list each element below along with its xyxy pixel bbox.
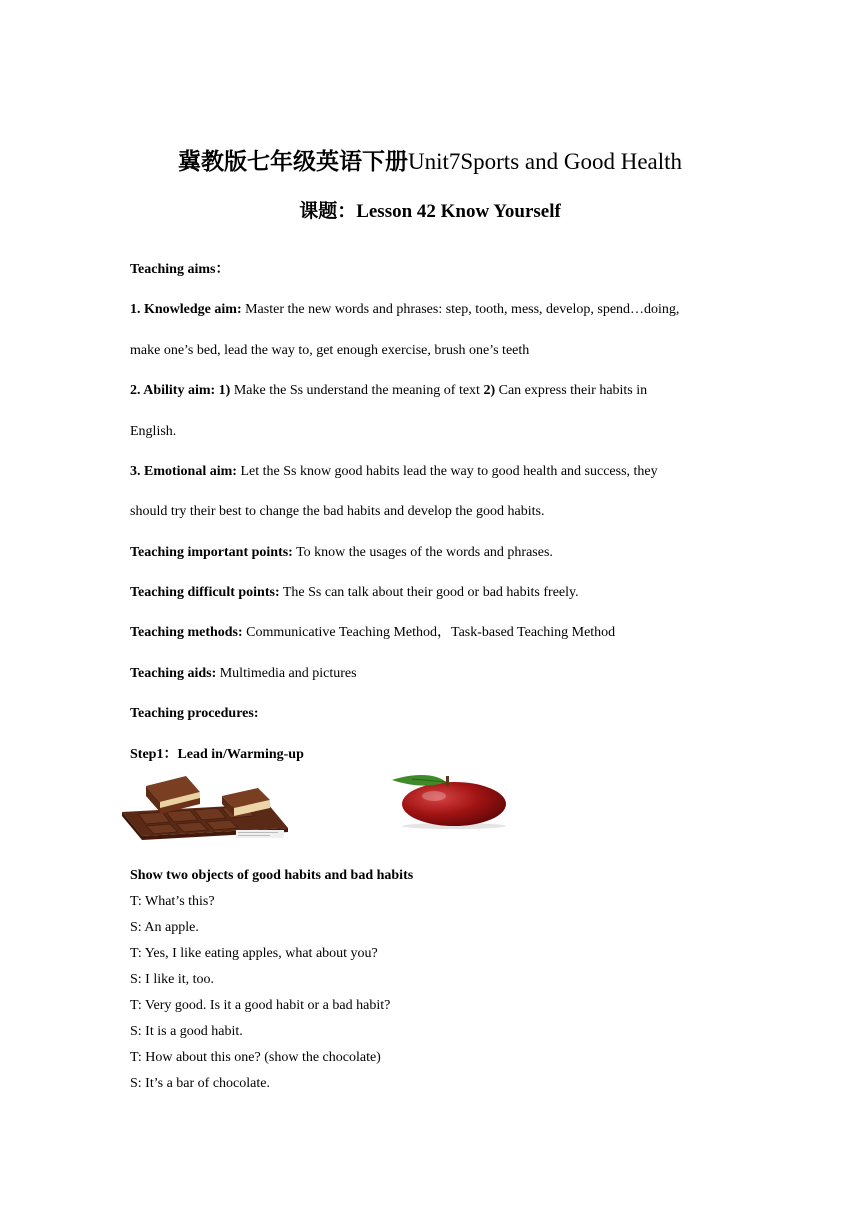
emotional-aim-text: Let the Ss know good habits lead the way to good health and success, they xyxy=(236,464,658,479)
ability-aim xyxy=(130,381,750,401)
step1-heading: Step1：Lead in/Warming-up xyxy=(130,747,304,762)
dialogue-line: T: How about this one? (show the chocolate) xyxy=(130,1050,381,1065)
ability-aim-label-2: 2) xyxy=(483,383,496,398)
dialogue-line: T: Yes, I like eating apples, what about you? xyxy=(130,946,378,961)
knowledge-aim-text: Master the new words and phrases: step, tooth, mess, develop, spend…doing, xyxy=(241,302,680,317)
dialogue-line: T: Very good. Is it a good habit or a bad habit? xyxy=(130,998,391,1013)
chocolate-bar-icon xyxy=(118,772,290,840)
knowledge-aim xyxy=(130,300,750,320)
difficult-points xyxy=(130,583,750,603)
emotional-aim xyxy=(130,462,750,482)
emotional-aim-continued: should try their best to change the bad habits and develop the good habits. xyxy=(130,504,545,519)
knowledge-aim-continued: make one’s bed, lead the way to, get enough exercise, brush one’s teeth xyxy=(130,343,530,358)
important-points xyxy=(130,543,750,563)
difficult-points-label: Teaching difficult points: xyxy=(130,585,280,600)
emotional-aim-label: 3. Emotional aim: xyxy=(130,464,237,479)
teaching-methods xyxy=(130,623,750,643)
difficult-points-text: The Ss can talk about their good or bad habits freely. xyxy=(279,585,579,600)
teaching-methods-label: Teaching methods: xyxy=(130,625,243,640)
dialogue-line: S: It is a good habit. xyxy=(130,1024,243,1039)
teaching-aids xyxy=(130,664,750,684)
dialogue-line: S: I like it, too. xyxy=(130,972,214,987)
teaching-procedures: Teaching procedures: xyxy=(130,706,259,721)
ability-aim-continued: English. xyxy=(130,424,177,439)
dialogue-line: S: It’s a bar of chocolate. xyxy=(130,1076,270,1091)
lesson-subtitle: 课题：Lesson 42 Know Yourself xyxy=(299,201,561,222)
ability-aim-text-2: Can express their habits in xyxy=(495,383,648,398)
title-english: Unit7Sports and Good Health xyxy=(407,149,683,174)
teaching-methods-text: Communicative Teaching Method，Task-based Teaching Method xyxy=(242,625,616,640)
title-chinese: 冀教版七年级英语下册 xyxy=(177,148,408,175)
ability-aim-text: Make the Ss understand the meaning of text xyxy=(230,383,484,398)
teaching-aids-label: Teaching aids: xyxy=(130,666,217,681)
teaching-aids-text: Multimedia and pictures xyxy=(216,666,357,681)
document-title xyxy=(0,146,860,178)
ability-aim-label: 2. Ability aim: 1) xyxy=(130,383,231,398)
knowledge-aim-label: 1. Knowledge aim: xyxy=(130,302,242,317)
dialogue-heading: Show two objects of good habits and bad habits xyxy=(130,868,414,883)
important-points-text: To know the usages of the words and phrases. xyxy=(292,545,553,560)
dialogue-line: S: An apple. xyxy=(130,920,199,935)
aims-heading: Teaching aims： xyxy=(130,262,230,277)
important-points-label: Teaching important points: xyxy=(130,545,293,560)
dialogue-line: T: What’s this? xyxy=(130,894,215,909)
apple-icon xyxy=(390,770,518,830)
